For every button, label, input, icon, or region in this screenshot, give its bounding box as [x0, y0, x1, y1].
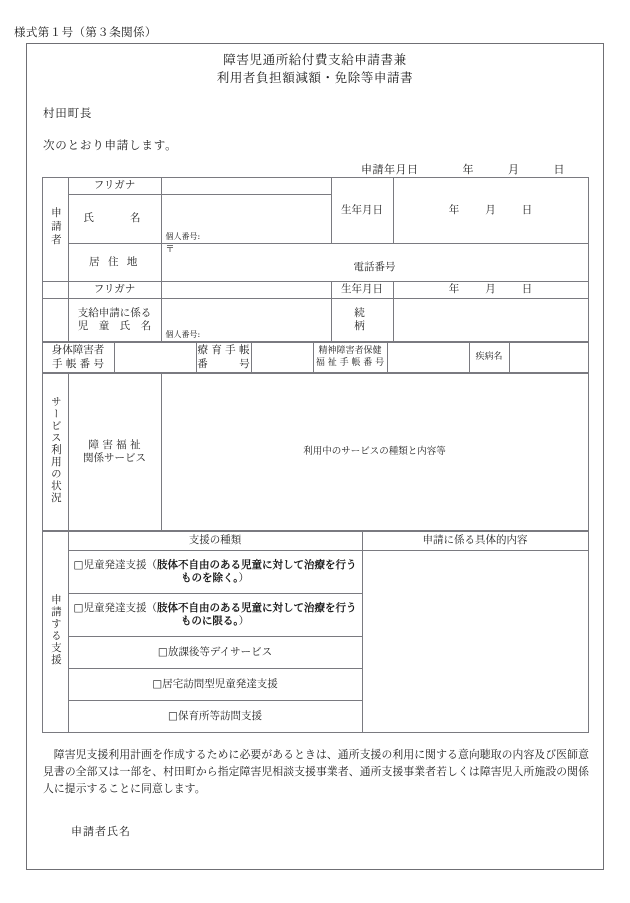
support-item-4[interactable] — [68, 669, 362, 701]
disease-label: 疾病名 — [469, 343, 509, 373]
identity-table — [42, 177, 589, 342]
applicant-name-label — [68, 195, 161, 244]
support-item-3-text: 放課後等デイサービス — [167, 645, 273, 658]
checkbox-icon-4[interactable]: □ — [152, 677, 163, 690]
ryoiku-cert-label-line1: 療 育 手 帳 — [197, 344, 250, 357]
support-item-1-text-b: ） — [238, 572, 250, 585]
child-relation-value[interactable] — [393, 299, 588, 342]
disease-value[interactable] — [509, 343, 588, 373]
child-birth-day: 日 — [521, 283, 533, 296]
signature-label: 申請者氏名 — [71, 825, 131, 839]
child-name-label — [68, 299, 161, 342]
child-furigana-label: フリガナ — [68, 282, 161, 299]
child-furigana-value[interactable] — [161, 282, 331, 299]
checkbox-icon-5[interactable]: □ — [168, 709, 178, 722]
applicant-address-label-text: 居 住 地 — [89, 255, 140, 268]
applicant-birth-month: 月 — [485, 203, 496, 216]
welfare-service-label-line1: 障 害 福 祉 — [88, 438, 141, 451]
application-date-day: 日 — [553, 163, 565, 177]
service-usage-table — [42, 373, 589, 531]
physical-cert-label-line2: 手 帳 番 号 — [51, 357, 104, 370]
postal-mark-icon: 〒 — [165, 245, 175, 256]
child-name-value-cell[interactable] — [161, 299, 331, 342]
support-item-3[interactable] — [68, 637, 362, 669]
support-detail-value[interactable] — [362, 551, 588, 733]
support-item-2-text-bold: 肢体不自由のある児童に対して治療を行うものに限る。 — [156, 601, 357, 628]
applicant-vertical-label: 申請者 — [49, 207, 62, 248]
physical-cert-label — [42, 343, 114, 373]
support-type-header: 支援の種類 — [68, 532, 362, 551]
welfare-service-label-line2: 関係サービス — [83, 452, 146, 465]
applicant-birth-value[interactable] — [393, 178, 588, 244]
support-vertical-label: 申請する支援 — [49, 593, 62, 666]
application-date-label: 申請年月日 — [361, 163, 419, 177]
applicant-name-value-cell[interactable] — [161, 195, 331, 244]
document-title — [27, 51, 603, 87]
service-vertical-label: サービス利用の状況 — [49, 395, 62, 504]
application-date-month: 月 — [508, 163, 520, 177]
child-spacer-cell-2 — [42, 299, 68, 342]
support-detail-header: 申請に係る具体的内容 — [362, 532, 588, 551]
support-item-4-text: 居宅訪問型児童発達支援 — [162, 677, 278, 690]
table-row-child-furigana — [42, 282, 588, 299]
applicant-mynumber-label: 個人番号: — [165, 231, 201, 241]
table-row-child-name — [42, 299, 588, 342]
application-date-line — [27, 161, 603, 177]
addressee: 村田町長 — [43, 106, 93, 121]
service-content-header: 利用中のサービスの種類と内容等 — [303, 446, 446, 458]
application-date-year: 年 — [462, 163, 474, 177]
checkbox-icon-3[interactable]: □ — [157, 645, 168, 658]
child-relation-label — [331, 299, 401, 342]
applicant-furigana-value[interactable] — [161, 178, 331, 195]
checkbox-icon-1[interactable]: □ — [73, 558, 84, 571]
consent-paragraph: 障害児支援利用計画を作成するために必要があるときは、通所支援の利用に関する意向聴取の内容及び医師意見書の全部又は一部を、村田町から指定障害児相談支援事業者、通所支援事業者若しくは障害児入所施設の関係人に提示することに同意します。 — [43, 748, 589, 795]
child-spacer-cell — [42, 282, 68, 299]
title-line-1: 障害児通所給付費支給申請書兼 — [223, 52, 407, 67]
child-name-label-line2: 児 童 氏 名 — [77, 320, 152, 333]
title-line-2: 利用者負担額減額・免除等申請書 — [216, 70, 414, 86]
physical-cert-label-line1: 身体障害者 — [51, 344, 105, 357]
ryoiku-cert-label — [196, 343, 251, 373]
applicant-address-label — [68, 244, 161, 282]
applicant-name-label-text: 氏 名 — [83, 212, 146, 225]
support-item-2-text-b: ） — [238, 615, 250, 628]
certificate-table — [42, 342, 589, 373]
support-item-2[interactable] — [68, 594, 362, 637]
applicant-birth-day: 日 — [521, 203, 533, 216]
welfare-service-label — [68, 374, 161, 531]
support-type-table — [42, 531, 589, 733]
child-mynumber-label: 個人番号: — [165, 329, 201, 339]
support-item-5-text: 保育所等訪問支援 — [177, 709, 262, 722]
support-item-1[interactable] — [68, 551, 362, 594]
mental-cert-label-line1: 精神障害者保健 — [318, 346, 382, 357]
mental-cert-value[interactable] — [387, 343, 469, 373]
service-content-cell[interactable] — [161, 374, 588, 531]
form-number: 様式第１号（第３条関係） — [14, 25, 157, 39]
applicant-furigana-label: フリガナ — [68, 178, 161, 195]
table-row-certificates — [42, 343, 588, 373]
support-item-2-text-a: 児童発達支援（ — [83, 601, 157, 614]
child-name-label-line1: 支給申請に係る — [77, 306, 152, 319]
table-row-support-item — [42, 551, 588, 594]
applicant-birth-year: 年 — [448, 203, 460, 216]
child-relation-label-text: 続 柄 — [354, 306, 401, 333]
physical-cert-value[interactable] — [114, 343, 196, 373]
table-row-applicant-furigana — [42, 178, 588, 195]
child-birth-value[interactable] — [393, 282, 588, 299]
ryoiku-cert-value[interactable] — [251, 343, 313, 373]
child-birth-label: 生年月日 — [331, 282, 393, 299]
service-vertical-label-cell — [42, 374, 68, 531]
table-row-service-usage — [42, 374, 588, 531]
child-birth-year: 年 — [448, 283, 460, 296]
support-item-1-text-a: 児童発達支援（ — [83, 558, 157, 571]
child-birth-month: 月 — [485, 283, 496, 296]
support-item-5[interactable] — [68, 701, 362, 733]
mental-cert-label — [313, 343, 387, 373]
applicant-birth-label: 生年月日 — [331, 178, 393, 244]
applicant-address-value-cell[interactable] — [161, 244, 588, 282]
table-row-support-header — [42, 532, 588, 551]
table-row-applicant-address — [42, 244, 588, 282]
ryoiku-cert-label-line2: 番 号 — [197, 357, 250, 370]
applicant-vertical-label-cell — [42, 178, 68, 282]
support-vertical-label-cell — [42, 532, 68, 733]
applicant-phone-label: 電話番号 — [353, 261, 396, 274]
support-item-1-text-bold: 肢体不自由のある児童に対して治療を行うものを除く。 — [156, 558, 357, 585]
lead-in-text: 次のとおり申請します。 — [43, 138, 178, 153]
mental-cert-label-line2: 福 祉 手 帳 番 号 — [315, 357, 385, 368]
document-frame — [26, 43, 604, 870]
checkbox-icon-2[interactable]: □ — [73, 601, 84, 614]
